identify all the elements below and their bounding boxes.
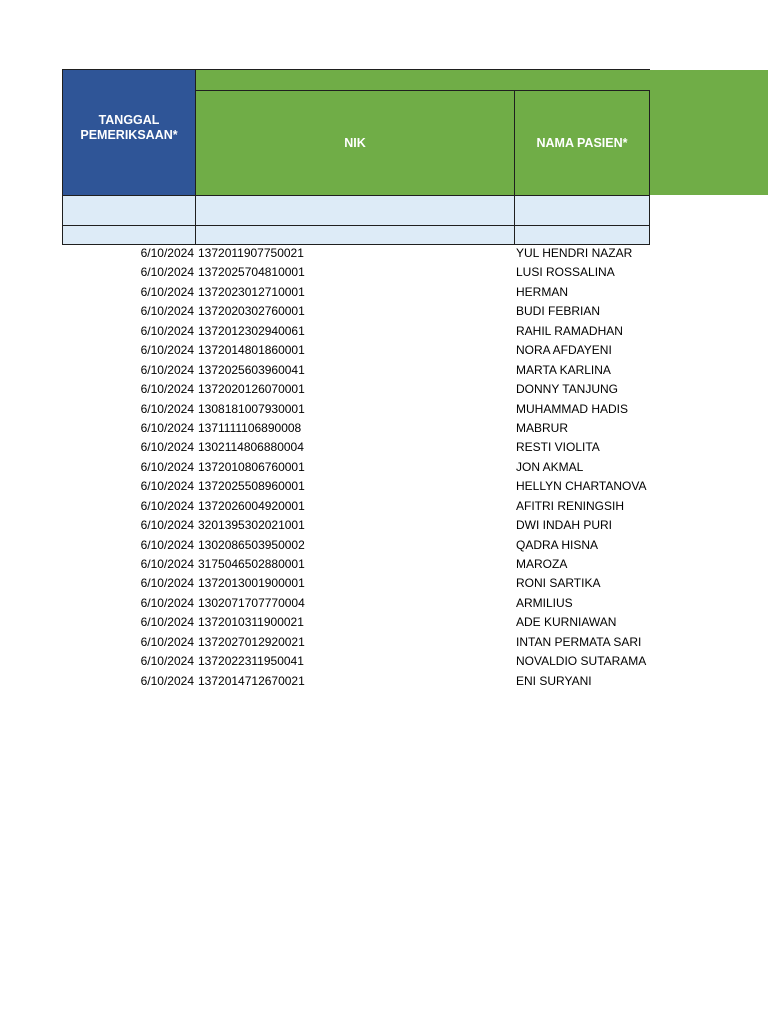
cell-nama-pasien[interactable]: HERMAN <box>516 284 569 299</box>
cell-nama-pasien[interactable]: ADE KURNIAWAN <box>516 615 617 630</box>
table-row <box>0 263 768 282</box>
cell-tanggal[interactable]: 6/10/2024 <box>140 537 194 552</box>
cell-tanggal[interactable]: 6/10/2024 <box>140 382 194 397</box>
cell-nama-pasien[interactable]: AFITRI RENINGSIH <box>516 498 625 513</box>
table-row <box>0 361 768 380</box>
column-header-nik-label: NIK <box>344 135 366 150</box>
cell-nik[interactable]: 3201395302021001 <box>198 518 305 533</box>
cell-nama-pasien[interactable]: BUDI FEBRIAN <box>516 304 601 319</box>
cell-nik[interactable]: 1302086503950002 <box>198 537 305 552</box>
cell-tanggal[interactable]: 6/10/2024 <box>140 634 194 649</box>
empty-cell-nama-2[interactable] <box>514 225 650 245</box>
cell-tanggal[interactable]: 6/10/2024 <box>140 576 194 591</box>
cell-tanggal[interactable]: 6/10/2024 <box>140 654 194 669</box>
column-header-tanggal[interactable] <box>62 69 196 196</box>
column-header-tanggal-label <box>80 113 177 143</box>
table-row <box>0 516 768 535</box>
cell-nama-pasien[interactable]: DONNY TANJUNG <box>516 382 619 397</box>
cell-nik[interactable]: 1372023012710001 <box>198 284 305 299</box>
cell-nama-pasien[interactable]: MABRUR <box>516 420 569 435</box>
cell-nik[interactable]: 1372010311900021 <box>198 615 304 630</box>
table-row <box>0 322 768 341</box>
table-row <box>0 341 768 360</box>
cell-nik[interactable]: 1372011907750021 <box>198 246 304 260</box>
cell-nama-pasien[interactable]: JON AKMAL <box>516 459 584 474</box>
cell-nik[interactable]: 1372022311950041 <box>198 654 304 669</box>
cell-nik[interactable]: 1372025508960001 <box>198 479 305 494</box>
table-row <box>0 244 768 263</box>
table-row <box>0 419 768 438</box>
column-header-nama-label: NAMA PASIEN* <box>536 135 628 150</box>
table-row <box>0 574 768 593</box>
cell-nik[interactable]: 1372027012920021 <box>198 634 305 649</box>
cell-nama-pasien[interactable]: LUSI ROSSALINA <box>516 265 615 280</box>
cell-nik[interactable]: 1372012302940061 <box>198 323 305 338</box>
table-row <box>0 283 768 302</box>
cell-tanggal[interactable]: 6/10/2024 <box>140 479 194 494</box>
cell-nik[interactable]: 1371111106890008 <box>198 420 302 435</box>
cell-tanggal[interactable]: 6/10/2024 <box>140 401 194 416</box>
table-row <box>0 672 768 691</box>
empty-cell-tanggal-1[interactable] <box>62 195 196 226</box>
cell-tanggal[interactable]: 6/10/2024 <box>140 420 194 435</box>
cell-nama-pasien[interactable]: QADRA HISNA <box>516 537 599 552</box>
cell-nama-pasien[interactable]: ARMILIUS <box>516 595 573 610</box>
cell-tanggal[interactable]: 6/10/2024 <box>140 459 194 474</box>
empty-cell-nik-2[interactable] <box>195 225 515 245</box>
cell-tanggal[interactable]: 6/10/2024 <box>140 498 194 513</box>
table-row <box>0 536 768 555</box>
cell-nama-pasien[interactable]: INTAN PERMATA SARI <box>516 634 642 649</box>
cell-tanggal[interactable]: 6/10/2024 <box>140 265 194 280</box>
cell-nik[interactable]: 1372026004920001 <box>198 498 305 513</box>
cell-tanggal[interactable]: 6/10/2024 <box>140 304 194 319</box>
cell-tanggal[interactable]: 6/10/2024 <box>140 362 194 377</box>
cell-tanggal[interactable]: 6/10/2024 <box>140 615 194 630</box>
cell-nama-pasien[interactable]: MARTA KARLINA <box>516 362 611 377</box>
table-row <box>0 594 768 613</box>
cell-nama-pasien[interactable]: MAROZA <box>516 557 568 571</box>
empty-cell-nama-1[interactable] <box>514 195 650 226</box>
column-header-tanggal-line2: PEMERIKSAAN* <box>80 127 178 142</box>
column-header-nik[interactable] <box>195 90 515 196</box>
data-rows <box>0 244 768 691</box>
cell-nik[interactable]: 1302114806880004 <box>198 440 304 455</box>
cell-nama-pasien[interactable]: NORA AFDAYENI <box>516 343 612 358</box>
cell-nama-pasien[interactable]: MUHAMMAD HADIS <box>516 401 629 416</box>
table-row <box>0 497 768 516</box>
table-row <box>0 555 768 574</box>
cell-nik[interactable]: 1372025704810001 <box>198 265 305 280</box>
cell-tanggal[interactable]: 6/10/2024 <box>140 343 194 358</box>
cell-nik[interactable]: 1372014801860001 <box>198 343 305 358</box>
cell-nama-pasien[interactable]: ENI SURYANI <box>516 673 592 688</box>
table-row <box>0 633 768 652</box>
cell-nama-pasien[interactable]: NOVALDIO SUTARAMA <box>516 654 647 669</box>
cell-nik[interactable]: 1372025603960041 <box>198 362 305 377</box>
cell-tanggal[interactable]: 6/10/2024 <box>140 323 194 338</box>
cell-tanggal[interactable]: 6/10/2024 <box>140 557 194 571</box>
table-row <box>0 613 768 632</box>
cell-nik[interactable]: 1372010806760001 <box>198 459 305 474</box>
cell-tanggal[interactable]: 6/10/2024 <box>140 440 194 455</box>
cell-nik[interactable]: 3175046502880001 <box>198 557 305 571</box>
column-header-nama-pasien[interactable] <box>514 90 650 196</box>
empty-cell-nik-1[interactable] <box>195 195 515 226</box>
cell-nama-pasien[interactable]: DWI INDAH PURI <box>516 518 612 533</box>
table-row <box>0 400 768 419</box>
table-row <box>0 302 768 321</box>
table-row <box>0 652 768 671</box>
cell-tanggal[interactable]: 6/10/2024 <box>140 284 194 299</box>
table-row <box>0 458 768 477</box>
cell-nama-pasien[interactable]: YUL HENDRI NAZAR <box>516 246 633 260</box>
cell-tanggal[interactable]: 6/10/2024 <box>140 673 194 688</box>
cell-nik[interactable]: 1372020302760001 <box>198 304 305 319</box>
table-row <box>0 438 768 457</box>
table-row <box>0 380 768 399</box>
cell-tanggal[interactable]: 6/10/2024 <box>140 518 194 533</box>
cell-nik[interactable]: 1372013001900001 <box>198 576 305 591</box>
cell-nama-pasien[interactable]: RONI SARTIKA <box>516 576 601 591</box>
cell-nik[interactable]: 1372020126070001 <box>198 382 305 397</box>
cell-nik[interactable]: 1308181007930001 <box>198 401 305 416</box>
cell-nama-pasien[interactable]: RESTI VIOLITA <box>516 440 600 455</box>
header-green-strip <box>195 69 650 91</box>
table-row <box>0 477 768 496</box>
cell-nik[interactable]: 1372014712670021 <box>198 673 305 688</box>
cell-nama-pasien[interactable]: RAHIL RAMADHAN <box>516 323 623 338</box>
cell-nik[interactable]: 1302071707770004 <box>198 595 305 610</box>
cell-tanggal[interactable]: 6/10/2024 <box>140 595 194 610</box>
cell-tanggal[interactable]: 6/10/2024 <box>140 246 194 260</box>
empty-cell-tanggal-2[interactable] <box>62 225 196 245</box>
cell-nama-pasien[interactable]: HELLYN CHARTANOVA <box>516 479 647 494</box>
column-header-tanggal-line1: TANGGAL <box>98 112 160 127</box>
